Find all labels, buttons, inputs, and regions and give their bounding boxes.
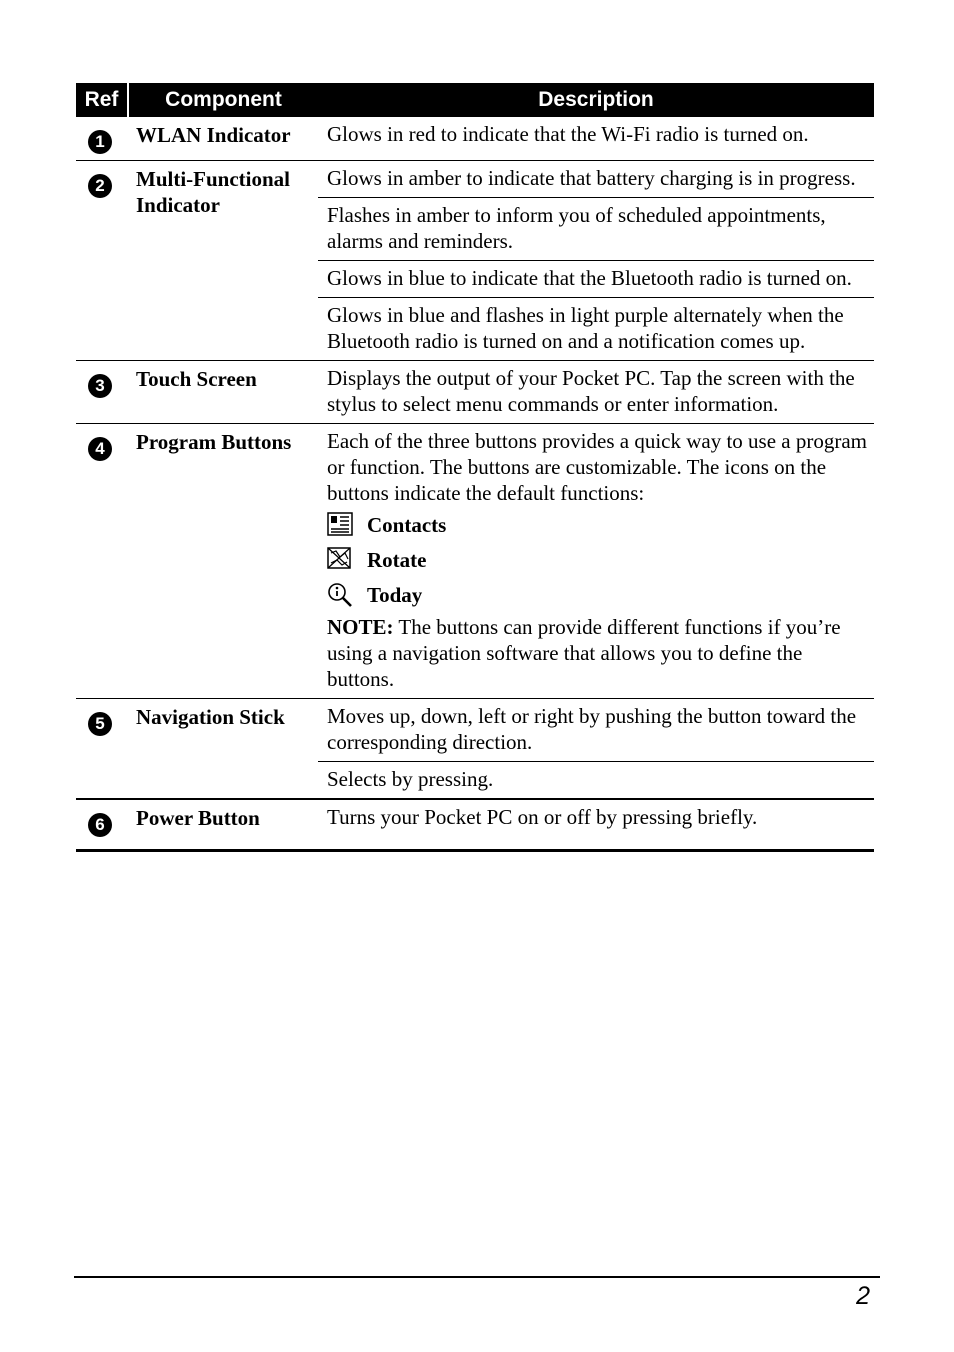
component-name: Power Button [128,799,318,851]
button-label: Today [367,582,423,607]
table-row [76,799,874,851]
note-paragraph [327,614,868,692]
component-name: Multi-Functional Indicator [128,161,318,361]
button-item-rotate [327,543,868,576]
button-item-today [327,578,868,611]
description-cell: Displays the output of your Pocket PC. Tap the screen with the stylus to select menu commands or enter information. [318,361,874,424]
note-text: The buttons can provide different functions if you’re using a navigation software that allows you to define the buttons. [327,615,841,691]
table-row [76,361,874,424]
program-buttons-intro: Each of the three buttons provides a quick way to use a program or function. The buttons are customizable. The icons on the buttons indicate the default functions: [327,429,868,505]
table-row [76,699,874,762]
button-label: Rotate [367,547,427,572]
table-row [76,424,874,699]
description-cell [318,424,874,699]
description-cell: Glows in red to indicate that the Wi-Fi radio is turned on. [318,117,874,161]
table-row [76,161,874,198]
table-row [76,117,874,161]
ref-number-badge: 3 [88,374,112,398]
ref-number-badge: 6 [88,813,112,837]
header-component: Component [128,83,318,117]
description-cell: Selects by pressing. [318,762,874,800]
component-table [76,83,874,852]
header-description: Description [318,83,874,117]
description-cell: Glows in amber to indicate that battery charging is in progress. [318,161,874,198]
footer-divider [74,1276,880,1278]
header-ref: Ref [76,83,128,117]
today-icon [327,582,353,608]
rotate-icon [327,547,353,573]
component-name: Program Buttons [128,424,318,699]
page-number: 2 [856,1282,870,1310]
ref-number-badge: 2 [88,174,112,198]
ref-number-badge: 5 [88,712,112,736]
table-header-row [76,83,874,117]
description-cell: Moves up, down, left or right by pushing the button toward the corresponding direction. [318,699,874,762]
description-cell: Flashes in amber to inform you of scheduled appointments, alarms and reminders. [318,198,874,261]
button-label: Contacts [367,512,447,537]
button-item-contacts [327,508,868,541]
ref-number-badge: 4 [88,437,112,461]
description-cell: Glows in blue to indicate that the Bluetooth radio is turned on. [318,261,874,298]
ref-number-badge: 1 [88,130,112,154]
description-cell: Turns your Pocket PC on or off by pressing briefly. [318,799,874,851]
note-label: NOTE: [327,615,394,639]
component-name: Touch Screen [128,361,318,424]
component-name: WLAN Indicator [128,117,318,161]
contacts-icon [327,512,353,538]
component-name: Navigation Stick [136,705,285,729]
description-cell: Glows in blue and flashes in light purple alternately when the Bluetooth radio is turned on and a notification comes up. [318,298,874,361]
